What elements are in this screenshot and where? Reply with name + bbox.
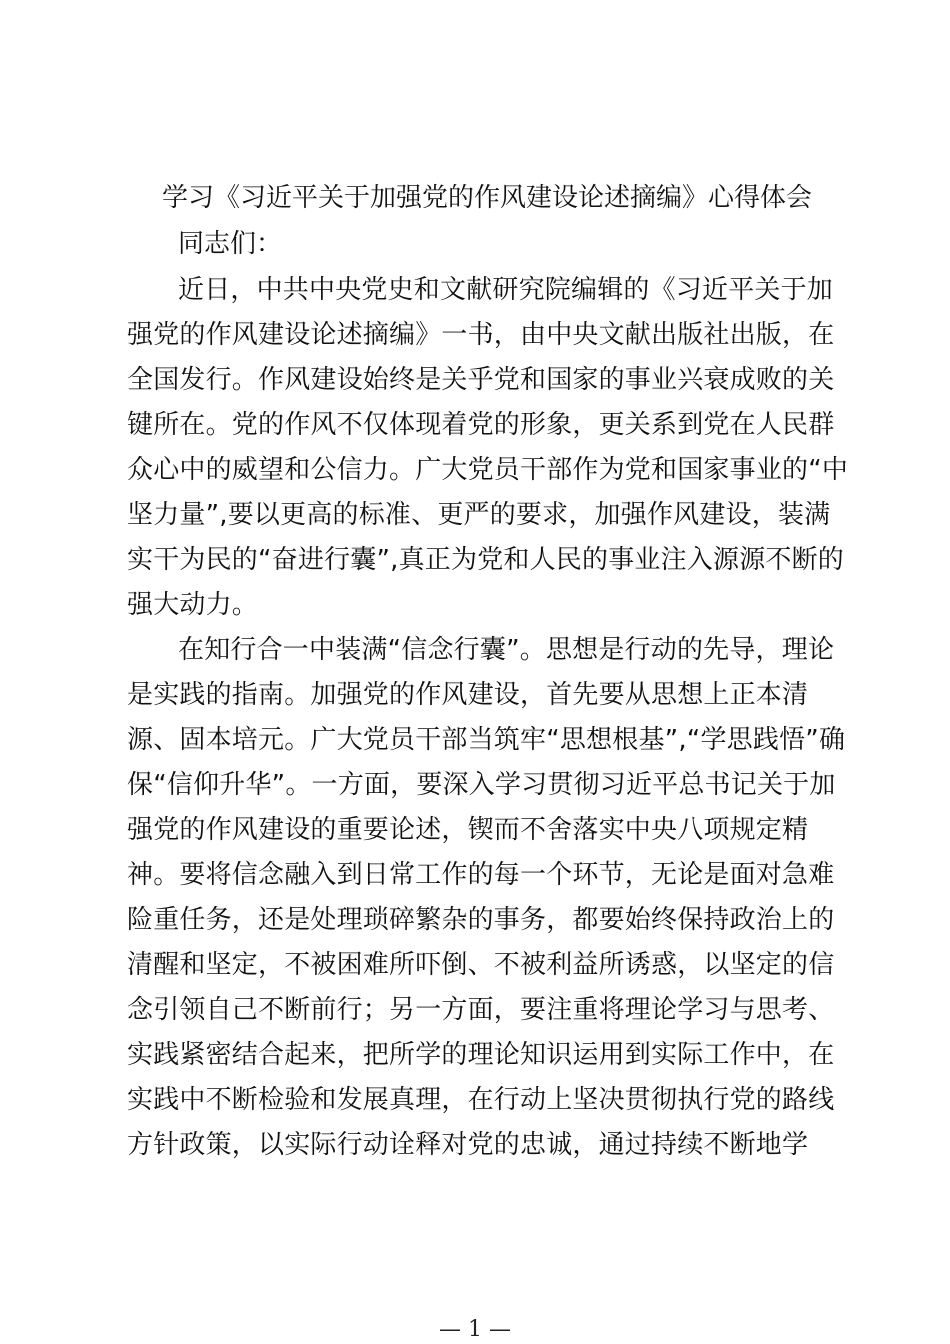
paragraph-1-line-5: 众心中的威望和公信力。广大党员干部作为党和国家事业的“中 — [127, 455, 849, 485]
paragraph-2-line-11: 实践中不断检验和发展真理，在行动上坚决贯彻执行党的路线 — [127, 1085, 835, 1115]
paragraph-2-line-7: 险重任务，还是处理琐碎繁杂的事务，都要始终保持政治上的 — [127, 905, 835, 935]
paragraph-2-line-10: 实践紧密结合起来，把所学的理论知识运用到实际工作中，在 — [127, 1040, 835, 1070]
paragraph-1-line-3: 全国发行。作风建设始终是关乎党和国家的事业兴衰成败的关 — [127, 365, 835, 395]
paragraph-1-line-8: 强大动力。 — [127, 590, 259, 620]
paragraph-2-line-6: 神。要将信念融入到日常工作的每一个环节，无论是面对急难 — [127, 860, 835, 890]
paragraph-1-line-2: 强党的作风建设论述摘编》一书，由中央文献出版社出版，在 — [127, 320, 835, 350]
paragraph-1-line-1: 近日，中共中央党史和文献研究院编辑的《习近平关于加 — [178, 275, 834, 305]
paragraph-2-line-12: 方针政策，以实际行动诠释对党的忠诚，通过持续不断地学 — [127, 1130, 809, 1160]
paragraph-2-line-4: 保“信仰升华”。一方面，要深入学习贯彻习近平总书记关于加 — [127, 770, 836, 800]
paragraph-1-line-6: 坚力量”,要以更高的标准、更严的要求，加强作风建设，装满 — [127, 500, 831, 530]
paragraph-2-line-9: 念引领自己不断前行；另一方面，要注重将理论学习与思考、 — [127, 995, 835, 1025]
salutation: 同志们： — [178, 229, 283, 259]
paragraph-1-line-7: 实干为民的“奋进行囊”,真正为党和人民的事业注入源源不断的 — [127, 545, 845, 575]
paragraph-2-line-2: 是实践的指南。加强党的作风建设，首先要从思想上正本清 — [127, 680, 809, 710]
paragraph-1-line-4: 键所在。党的作风不仅体现着党的形象，更关系到党在人民群 — [127, 410, 835, 440]
document-title: 学习《习近平关于加强党的作风建设论述摘编》心得体会 — [162, 183, 813, 213]
paragraph-2-line-5: 强党的作风建设的重要论述，锲而不舍落实中央八项规定精 — [127, 815, 809, 845]
paragraph-2-line-8: 清醒和坚定，不被困难所吓倒、不被利益所诱惑，以坚定的信 — [127, 950, 835, 980]
page-number: — 1 — — [439, 1317, 511, 1342]
paragraph-2-line-3: 源、固本培元。广大党员干部当筑牢“思想根基”,“学思践悟”确 — [127, 725, 846, 755]
paragraph-2-line-1: 在知行合一中装满“信念行囊”。思想是行动的先导，理论 — [178, 635, 835, 665]
